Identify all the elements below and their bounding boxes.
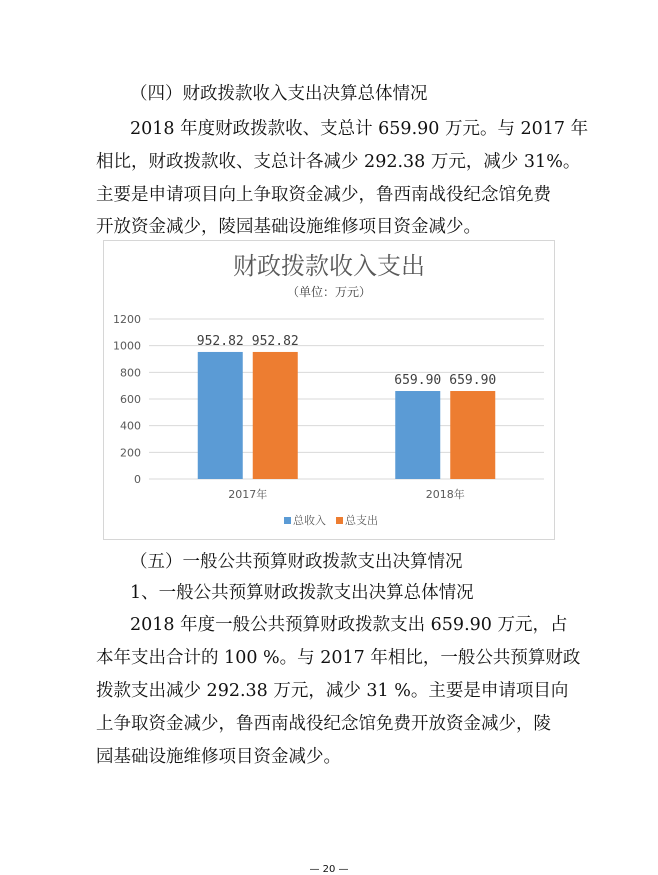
y-tick-label: 800 [120, 366, 141, 380]
section5-sub-heading: 1、一般公共预算财政拨款支出决算总体情况 [130, 583, 474, 603]
data-label: 659.90 [394, 373, 442, 389]
section5-para-line: 2018 年度一般公共预算财政拨款支出 659.90 万元，占 [130, 615, 568, 635]
bar [253, 352, 298, 479]
y-tick-label: 1000 [113, 339, 141, 353]
y-tick-label: 200 [120, 446, 141, 460]
section5-para-line: 本年支出合计的 100 %。与 2017 年相比，一般公共预算财政 [96, 648, 581, 668]
x-tick-label: 2018年 [425, 488, 465, 501]
y-tick-label: 0 [134, 473, 141, 486]
legend-label: 总收入 [293, 514, 326, 527]
data-label: 952.82 [251, 333, 299, 349]
section4-para-line: 2018 年度财政拨款收、支总计 659.90 万元。与 2017 年 [130, 119, 589, 139]
section4-para-line: 主要是申请项目向上争取资金减少，鲁西南战役纪念馆免费 [96, 185, 551, 205]
bars [197, 334, 496, 479]
chart-container [103, 240, 555, 540]
section5-para-line: 拨款支出减少 292.38 万元，减少 31 %。主要是申请项目向 [96, 681, 569, 701]
y-tick-label: 600 [120, 393, 141, 406]
chart-subtitle: （单位：万元） [286, 285, 372, 299]
data-label: 952.82 [196, 333, 244, 349]
data-label: 659.90 [449, 373, 497, 389]
y-tick-label: 1200 [113, 313, 141, 326]
chart-title: 财政拨款收入支出 [233, 252, 425, 280]
y-tick-label: 400 [120, 419, 141, 433]
bar [395, 391, 440, 479]
x-axis-ticks [228, 487, 465, 501]
bar-chart [104, 241, 554, 539]
bar [198, 352, 243, 479]
legend-swatch [284, 517, 291, 524]
section4-para-line: 开放资金减少，陵园基础设施维修项目资金减少。 [96, 217, 481, 237]
bar [450, 391, 495, 479]
section5-para-line: 上争取资金减少，鲁西南战役纪念馆免费开放资金减少，陵 [96, 714, 551, 734]
legend-label: 总支出 [345, 514, 378, 527]
section4-heading: （四）财政拨款收入支出决算总体情况 [130, 84, 428, 104]
section4-para-line: 相比，财政拨款收、支总计各减少 292.38 万元，减少 31%。 [96, 152, 581, 172]
section5-heading: （五）一般公共预算财政拨款支出决算情况 [130, 552, 463, 572]
section5-para-line: 园基础设施维修项目资金减少。 [96, 747, 341, 767]
legend-swatch [336, 517, 343, 524]
y-axis-ticks [113, 313, 141, 486]
page-number: — 20 — [309, 864, 349, 875]
x-tick-label: 2017年 [228, 488, 268, 501]
legend [284, 513, 378, 527]
